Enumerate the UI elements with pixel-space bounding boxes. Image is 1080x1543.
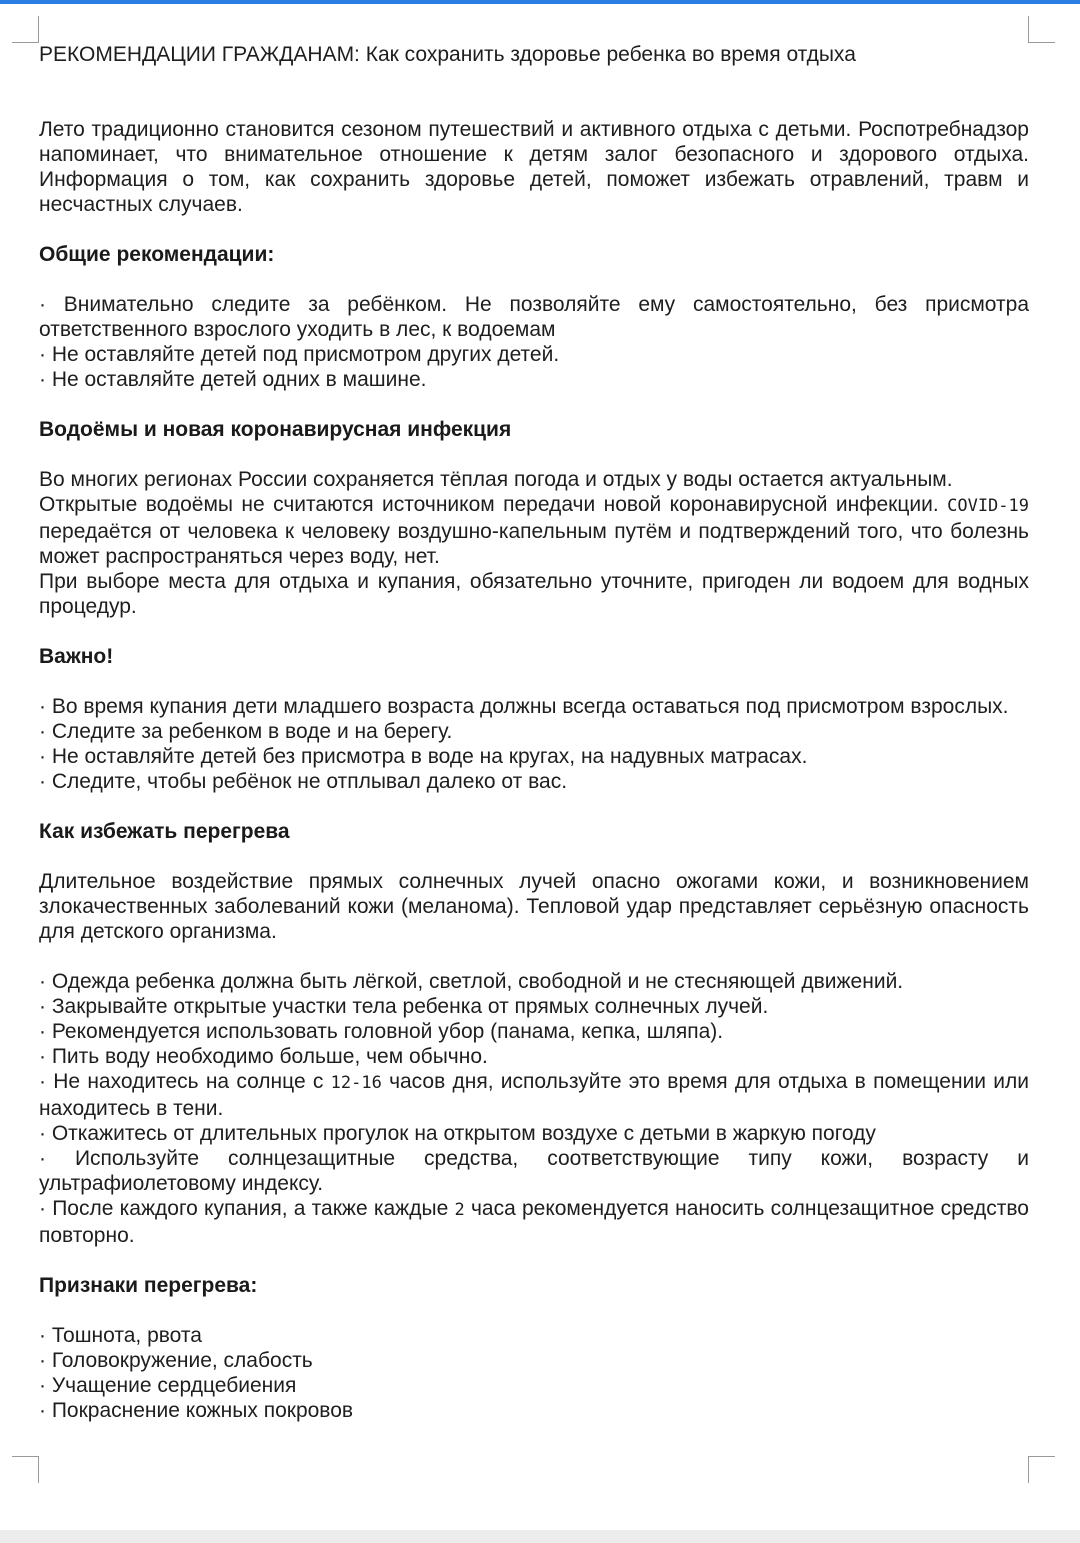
sun-hours-start: · Не находитесь на солнце с	[39, 1070, 324, 1093]
water-heading: Водоёмы и новая коронавирусная инфекция	[39, 418, 512, 441]
water-paragraph-2	[39, 492, 1029, 569]
document-title: РЕКОМЕНДАЦИИ ГРАЖДАНАМ: Как сохранить здоровье ребенка во время отдыха	[39, 43, 856, 66]
reapply-end: часа рекомендуется наносить солнцезащитное средство повторно.	[39, 1197, 1029, 1247]
intro-paragraph: Лето традиционно становится сезоном путешествий и активного отдыха с детьми. Роспотребнадзор напоминает, что внимательное отношение к детям залог безопасного и здорового отдыха. Информация о том, как сохранить здоровье детей, поможет избежать отравлений, травм и несчастных случаев.	[39, 118, 1029, 216]
water-paragraph-2-end: передаётся от человека к человеку воздушно-капельным путём и подтверждений того, что болезнь может распространяться через воду, нет.	[39, 520, 1029, 568]
list-item	[39, 1196, 1029, 1248]
list-item: · Используйте солнцезащитные средства, соответствующие типу кожи, возрасту и ультрафиолетовому индексу.	[39, 1147, 1029, 1195]
covid-term: COVID-19	[947, 496, 1029, 516]
list-item: · Рекомендуется использовать головной убор (панама, кепка, шляпа).	[39, 1020, 724, 1043]
overheat-heading: Как избежать перегрева	[39, 820, 290, 843]
signs-heading: Признаки перегрева:	[39, 1274, 258, 1297]
list-item: · Во время купания дети младшего возраста должны всегда оставаться под присмотром взрослых.	[39, 695, 1009, 718]
corner-mark-top-right	[1028, 16, 1055, 43]
list-item: · Одежда ребенка должна быть лёгкой, светлой, свободной и не стесняющей движений.	[39, 970, 904, 993]
list-item: · Тошнота, рвота	[39, 1324, 202, 1347]
document-page	[39, 42, 1029, 1423]
list-item: · Не оставляйте детей под присмотром других детей.	[39, 343, 560, 366]
important-heading: Важно!	[39, 645, 114, 668]
corner-mark-bottom-right	[1028, 1456, 1055, 1483]
list-item: · Не оставляйте детей без присмотра в воде на кругах, на надувных матрасах.	[39, 745, 808, 768]
list-item: · Откажитесь от длительных прогулок на открытом воздухе с детьми в жаркую погоду	[39, 1122, 876, 1145]
water-paragraph-1: Во многих регионах России сохраняется тёплая погода и отдых у воды остается актуальным.	[39, 468, 953, 491]
list-item: · Головокружение, слабость	[39, 1349, 313, 1372]
reapply-start: · После каждого купания, а также каждые	[39, 1197, 449, 1220]
list-item	[39, 1069, 1029, 1121]
water-paragraph-3: При выборе места для отдыха и купания, обязательно уточните, пригоден ли водоем для водных процедур.	[39, 570, 1029, 618]
list-item: · Следите, чтобы ребёнок не отплывал далеко от вас.	[39, 770, 568, 793]
general-heading: Общие рекомендации:	[39, 243, 275, 266]
reapply-number: 2	[454, 1200, 465, 1220]
list-item: · Покраснение кожных покровов	[39, 1399, 354, 1422]
page-bottom-strip	[0, 1530, 1080, 1543]
list-item: · Пить воду необходимо больше, чем обычно.	[39, 1045, 488, 1068]
corner-mark-bottom-left	[12, 1456, 39, 1483]
list-item: · Учащение сердцебиения	[39, 1374, 297, 1397]
list-item: · Внимательно следите за ребёнком. Не позволяйте ему самостоятельно, без присмотра ответственного взрослого уходить в лес, к водоемам	[39, 293, 1029, 341]
corner-mark-top-left	[12, 16, 39, 43]
list-item: · Следите за ребенком в воде и на берегу.	[39, 720, 453, 743]
sun-hours-value: 12-16	[330, 1073, 382, 1093]
sun-hours-end: часов дня, используйте это время для отдыха в помещении или находитесь в тени.	[39, 1070, 1029, 1120]
list-item: · Не оставляйте детей одних в машине.	[39, 368, 427, 391]
overheat-intro: Длительное воздействие прямых солнечных лучей опасно ожогами кожи, и возникновением злокачественных заболеваний кожи (меланома). Тепловой удар представляет серьёзную опасность для детского организма.	[39, 870, 1029, 943]
list-item: · Закрывайте открытые участки тела ребенка от прямых солнечных лучей.	[39, 995, 769, 1018]
water-paragraph-2-start: Открытые водоёмы не считаются источником передачи новой коронавирусной инфекции.	[39, 493, 939, 516]
top-accent-bar	[0, 0, 1080, 4]
